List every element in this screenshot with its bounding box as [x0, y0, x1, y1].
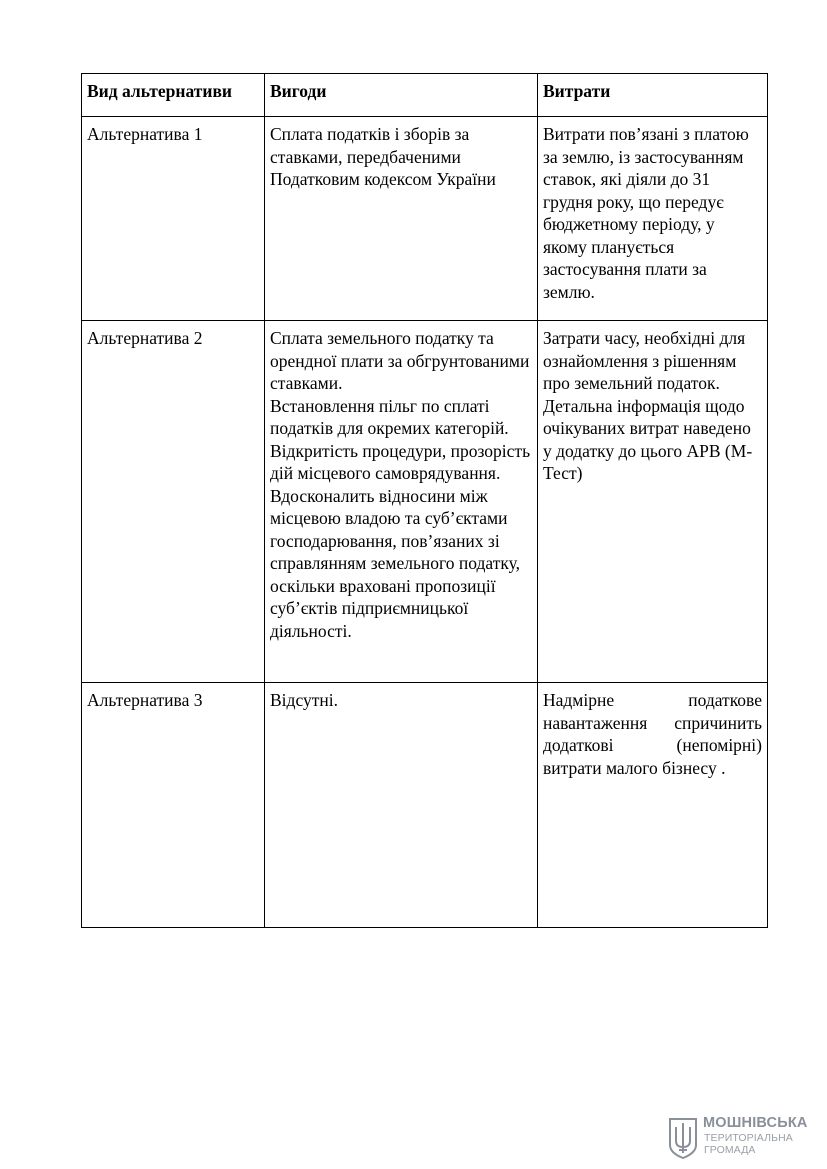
table-row [82, 683, 768, 928]
benefits-cell [265, 321, 538, 683]
logo-title: МОШНІВСЬКА [703, 1115, 808, 1131]
cost-paragraph: Надмірне податкове навантаження спричинить додаткові (непомірні) витрати малого бізнесу . [543, 690, 762, 778]
trident-emblem-icon [668, 1117, 698, 1159]
benefit-paragraph: Сплата земельного податку та орендної плати за обгрунтованими ставками. [270, 328, 530, 393]
logo-subtitle-line1: ТЕРИТОРІАЛЬНА [704, 1132, 793, 1144]
benefit-paragraph: Відсутні. [270, 690, 338, 710]
benefits-cell [265, 117, 538, 321]
table-header-row [82, 74, 768, 117]
benefit-paragraph: Сплата податків і зборів за ставками, передбаченими Податковим кодексом України [270, 124, 496, 189]
header-costs: Витрати [538, 74, 768, 117]
alternative-name: Альтернатива 2 [82, 321, 265, 683]
benefit-paragraph: Відкритість процедури, прозорість дій місцевого самоврядування. [270, 440, 531, 483]
costs-cell [538, 683, 768, 928]
table-row [82, 117, 768, 321]
community-logo [668, 1115, 808, 1161]
alternative-name: Альтернатива 3 [82, 683, 265, 928]
benefit-paragraph: Встановлення пільг по сплаті податків для окремих категорій. [270, 395, 509, 438]
cost-paragraph: Затрати часу, необхідні для ознайомлення з рішенням про земельний податок. [543, 328, 746, 393]
benefit-paragraph: Вдосконалить відносини між місцевою владою та суб’єктами господарювання, пов’язаних зі справлянням земельного податку, оскільки враховані пропозиції суб’єктів підприємницької діяльності. [270, 485, 521, 641]
costs-cell [538, 117, 768, 321]
benefits-cell [265, 683, 538, 928]
table-row [82, 321, 768, 683]
cost-paragraph: Витрати пов’язані з платою за землю, із застосуванням ставок, які діяли до 31 грудня року, що передує бюджетному періоду, у якому планується застосування плати за землю. [543, 124, 749, 302]
alternative-name: Альтернатива 1 [82, 117, 265, 321]
alternatives-table [81, 73, 768, 928]
cost-paragraph: Детальна інформація щодо очікуваних витрат наведено у додатку до цього АРВ (М-Тест) [543, 395, 753, 483]
header-benefits: Вигоди [265, 74, 538, 117]
logo-subtitle-line2: ГРОМАДА [704, 1144, 756, 1156]
header-alternative-type: Вид альтернативи [82, 74, 265, 117]
costs-cell [538, 321, 768, 683]
